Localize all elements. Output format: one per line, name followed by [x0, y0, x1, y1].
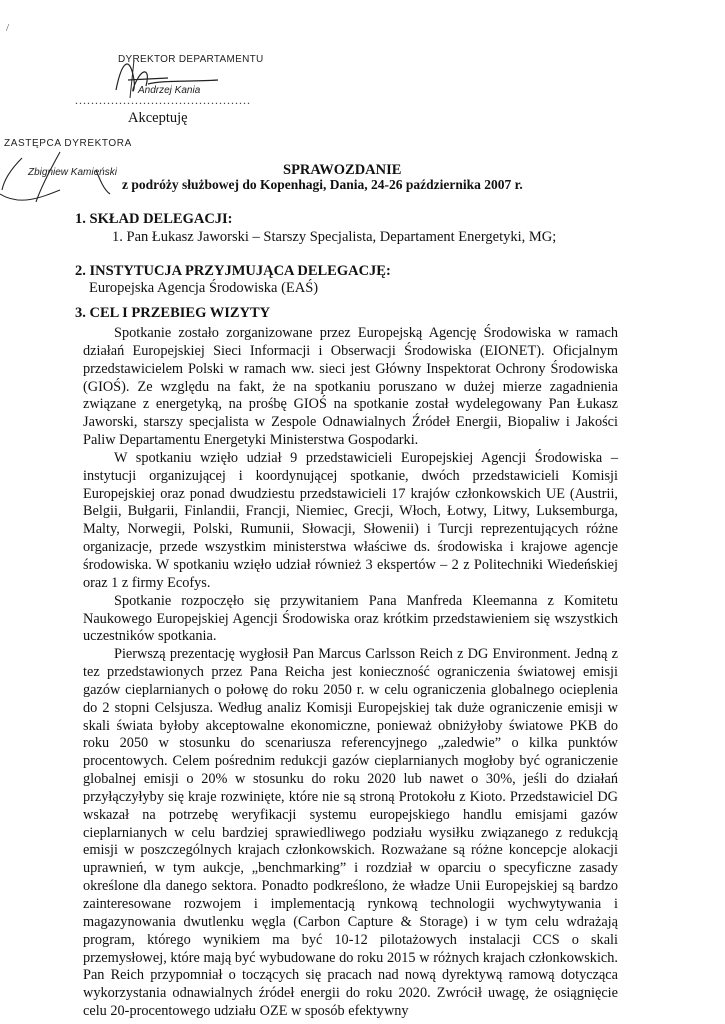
deputy-signature — [0, 150, 130, 210]
section-3-body — [83, 325, 618, 1021]
signature-line: ............................................ — [75, 93, 251, 107]
section-1-heading: 1. SKŁAD DELEGACJI: — [75, 211, 233, 227]
paragraph: W spotkaniu wzięło udział 9 przedstawicieli Europejskiej Agencji Środowiska – instytucji organizującej i koordynującej spotkanie, dwóch przedstawicieli Komisji Europejskiej oraz ponad dwudziestu przedstawicieli 17 krajów członkowskich UE (Austrii, Belgii, Bułgarii, Finlandii, Francji, Niemiec, Grecji, Włoch, Łotwy, Litwy, Luksemburga, Malty, Norwegii, Polski, Rumunii, Słowacji, Słowenii) i Turcji reprezentujących różne organizacje, przede wszystkim ministerstwa właściwe ds. środowiska i krajowe agencje środowiska. W spotkaniu wzięło udział również 3 ekspertów – 2 z Politechniki Wiedeńskiej oraz 1 z firmy Ecofys. — [83, 449, 618, 591]
section-2-line: Europejska Agencja Środowiska (EAŚ) — [89, 280, 319, 296]
deputy-name: Zbigniew Kamieński — [28, 167, 117, 178]
section-1-line: 1. Pan Łukasz Jaworski – Starszy Specjalista, Departament Energetyki, MG; — [112, 229, 557, 245]
paragraph: Spotkanie zostało zorganizowane przez Europejską Agencję Środowiska w ramach działań Europejskiej Sieci Informacji i Obserwacji Środowiska (EIONET). Oficjalnym przedstawicielem Polski w ramach ww. sieci jest Główny Inspektorat Ochrony Środowiska (GIOŚ). Ze względu na fakt, że na spotkaniu poruszano w dużej mierze zagadnienia związane z energetyką, na prośbę GIOŚ na spotkanie został wydelegowany Pan Łukasz Jaworski, starszy specjalista w Zespole Odnawialnych Źródeł Energii, Biopaliw i Jakości Paliw Departamentu Energetyki Ministerstwa Gospodarki. — [83, 325, 618, 449]
director-stamp: DYREKTOR DEPARTAMENTU — [118, 54, 264, 65]
paragraph: Spotkanie rozpoczęło się przywitaniem Pana Manfreda Kleemanna z Komitetu Naukowego Europejskiej Agencji Środowiska oraz krótkim przedstawieniem się wszystkich uczestników spotkania. — [83, 592, 618, 645]
accept-label: Akceptuję — [128, 110, 188, 126]
section-2-heading: 2. INSTYTUCJA PRZYJMUJĄCA DELEGACJĘ: — [75, 263, 391, 279]
section-3-heading: 3. CEL I PRZEBIEG WIZYTY — [75, 305, 271, 321]
paragraph: Pierwszą prezentację wygłosił Pan Marcus Carlsson Reich z DG Environment. Jedną z tez przedstawionych przez Pana Reicha jest konieczność ograniczenia światowej emisji gazów cieplarnianych o połowę do roku 2050 r. w celu ograniczenia globalnego ocieplenia do 2 stopni Celsjusza. Według analiz Komisji Europejskiej tak duże ograniczenie emisji w skali świata byłoby akceptowalne ekonomiczne, ponieważ obniżyłoby światowe PKB do roku 2050 w stosunku do scenariusza referencyjnego „zaledwie” o kilka punktów procentowych. Celem pośrednim redukcji gazów cieplarnianych mogłoby być ograniczenie globalnej emisji o 20% w stosunku do roku 2020 lub nawet o 30%, jeśli do działań przyłączyłyby się kraje rozwinięte, które nie są stroną Protokołu z Kioto. Przedstawiciel DG wskazał na potrzebę weryfikacji systemu europejskiego handlu emisjami gazów cieplarnianych w celu bardziej sprawiedliwego podziału wysiłku związanego z redukcją emisji w poszczególnych krajach członkowskich. Rozważane są różne koncepcje alokacji uprawnień, w tym aukcje, „benchmarking” i rozdział w oparciu o specyficzne zasady określone dla danego sektora. Ponadto podkreślono, że władze Unii Europejskiej są bardzo zainteresowane rozwojem i implementacją rynkową technologii wychwytywania i magazynowania dwutlenku węgla (Carbon Capture & Storage) i w tym celu wdrażają program, którego wynikiem ma być 10-12 pilotażowych instalacji CCS o skali przemysłowej, które mają być wybudowane do roku 2015 w różnych krajach członkowskich. Pan Reich przypomniał o toczących się pracach nad nową dyrektywą ramową dotycząca wykorzystania odnawialnych źródeł energii do roku 2020. Zwrócił uwagę, że osiągnięcie celu 20-procentowego udziału OZE w sposób efektywny — [83, 646, 618, 1020]
deputy-stamp: ZASTĘPCA DYREKTORA — [4, 138, 132, 149]
director-name: Andrzej Kania — [138, 85, 201, 96]
report-title: SPRAWOZDANIE — [283, 162, 402, 178]
report-subtitle: z podróży służbowej do Kopenhagi, Dania, 24-26 października 2007 r. — [122, 177, 523, 192]
margin-mark: / — [6, 22, 10, 34]
